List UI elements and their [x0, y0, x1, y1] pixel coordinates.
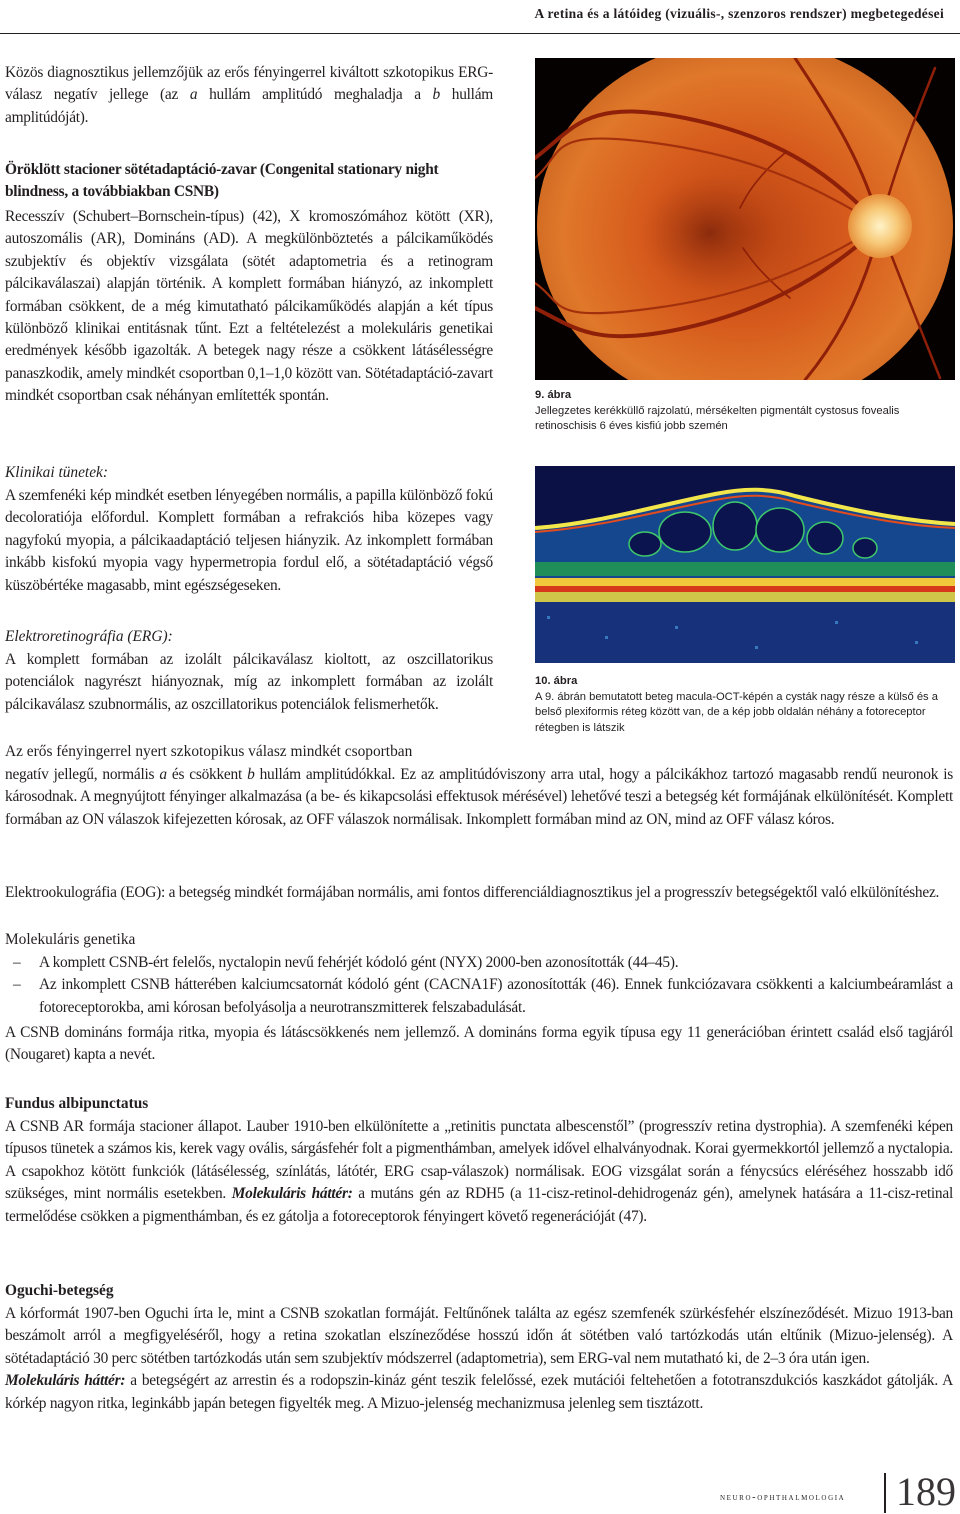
oguchi-paragraph: A kórformát 1907-ben Oguchi írta le, mint a CSNB szokatlan formáját. Feltűnőnek találta az egész szemfenék szürkésfehér elszíneződését. Mizuo 1913-ban beszámolt arról a megfigyeléséről, hogy a retina szokatlan elszíneződése hosszú időn át sötétben való tartózkodás után eltűnik (Mizuo-jelenség). A sötétadaptáció 30 perc sötétben tartózkodás után sem szubjektív módszerrel (adaptometria), sem ERG-val nem mutatható ki, de 2–3 óra után igen. Molekuláris háttér: a betegségért az arrestin és a rodopszin-kináz gént teszik felelőssé, ezek mutációi feltehetően a fototranszdukciós kaszkádot gátolják. A kórkép nagyon ritka, leginkább japán betegen figyelték meg. A Mizuo-jelenség mechanizmusa jelenleg sem tisztázott. — [5, 1305, 953, 1412]
footer-divider — [884, 1473, 886, 1513]
figure-9-caption: 9. ábra Jellegzetes kerékküllő rajzolatú, mérsékelten pigmentált cystosus fovealis retinoschisis 6 éves kisfiú jobb szemén — [535, 389, 900, 433]
list-item: – A komplett CSNB-ért felelős, nyctalopin nevű fehérjét kódoló gént (NYX) 2000-ben azonosították (44–45). — [13, 954, 679, 971]
csnb-heading: Öröklött stacioner sötétadaptáció-zavar (Congenital stationary night blindness, a továbbiakban CSNB) — [5, 161, 439, 201]
erg-continuation-line: Az erős fényingerrel nyert szkotopikus válasz mindkét csoportban — [5, 743, 413, 760]
clinical-heading: Klinikai tünetek: — [5, 464, 109, 481]
erg-paragraph: A komplett formában az izolált pálcikaválasz kioltott, az oszcillatorikus potenciálok nagyrészt hiányoznak, míg az inkomplett formában az izolált pálcikaválasz szubnormális, az oszcillatorikus potenciálok felismerhetők. — [5, 651, 493, 713]
molecular-genetics-heading: Molekuláris genetika — [5, 931, 136, 948]
eog-paragraph: Elektrookulográfia (EOG): a betegség mindkét formájában normális, ami fontos differenciáldiagnosztikus jel a progresszív betegségektől való elkülönítéshez. — [5, 884, 940, 901]
erg-full-width-paragraph: negatív jellegű, normális a és csökkent b hullám amplitúdókkal. Ez az amplitúdóviszony arra utal, hogy a pálcikákhoz tartozó magasabb rendű neuronok is károsodnak. A megnyújtott fényinger alkalmazása (a be- és kikapcsolási effektusok mérésével) lehetővé teszi a betegség két formájának elkülönítését. Komplett formában az ON válaszok kifejezetten kórosak, az OFF válaszok normálisak. Inkomplett formában mind az ON, mind az OFF válasz kóros. — [5, 766, 954, 828]
fundus-paragraph: A CSNB AR formája stacioner állapot. Lauber 1910-ben elkülönítette a „retinitis punctata albescenstől” (progresszív retina dystrophia). A szemfenéki képen típusos tünetek a számos kis, kerek vagy ovális, sárgásfehér folt a pigmenthámban, amelyek idővel elhalványodnak. Korai gyermekkortól jellemző a nyctalopia. A csapokhoz kötött funkciók (látásélesség, színlátás, látótér, ERG csap-válaszok) normálisak. EOG vizsgálat során a fénycsúcs eléréséhez hosszabb idő szükséges, mint normális esetekben. Molekuláris háttér: a mutáns gén az RDH5 (a 11-cisz-retinol-dehidrogenáz gén), amelynek hatására a 11-cisz-retinal termelődése csökken a pigmenthámban, és ez gátolja a fotoreceptorok fényingert követő regenerációját (47). — [5, 1118, 953, 1225]
figure-10-caption: 10. ábra A 9. ábrán bemutatott beteg macula-OCT-képén a cysták nagy része a külső és a belső plexiformis réteg között van, de a kép jobb oldalán néhány a fotoreceptor rétegben is látszik — [535, 675, 938, 734]
page-number: 189 — [896, 1469, 956, 1514]
intro-paragraph: Közös diagnosztikus jellemzőjük az erős fényingerrel kiváltott szkotopikus ERG-válasz negatív jellege (az a hullám amplitúdó meghaladja a b hullám amplitúdóját). — [5, 64, 494, 126]
figure-10-oct-scan — [535, 466, 955, 663]
journal-name: neuro-ophthalmologia — [720, 1492, 846, 1503]
dominant-form-paragraph: A CSNB domináns formája ritka, myopia és látáscsökkenés nem jellemző. A domináns forma egyik típusa egy 11 generációban érintett család első tagjáról (Nougaret) kapta a nevét. — [5, 1024, 953, 1064]
oguchi-heading: Oguchi-betegség — [5, 1282, 114, 1299]
fundus-photo-image — [535, 58, 955, 380]
figure-9-fundus-photo — [535, 58, 955, 380]
molecular-genetics-list — [5, 952, 953, 1019]
oct-scan-image — [535, 466, 955, 663]
erg-heading: Elektroretinográfia (ERG): — [5, 628, 173, 645]
clinical-paragraph: A szemfenéki kép mindkét esetben lényegében normális, a papilla különböző fokú decoloratiója előfordul. Komplett formában a refrakciós hiba közepes vagy nagyfokú myopia, a pálcikaadaptáció teljesen hiányzik. Az inkomplett formában inkább kisfokú myopia vagy hypermetropia fordul elő, a sötétadaptáció végső küszöbértéke magasabb, mint egészségeseken. — [5, 487, 493, 594]
header-divider — [0, 33, 960, 34]
fundus-heading: Fundus albipunctatus — [5, 1095, 149, 1112]
list-item: – Az inkomplett CSNB hátterében kalciumcsatornát kódoló gént (CACNA1F) azonosították (46). Ennek funkciózavara csökkenti a kalciumbeáramlást a fotoreceptorokba, ami kórosan befolyásolja a neurotranszmitterek felszabadulását. — [13, 976, 953, 1016]
csnb-paragraph: Recesszív (Schubert–Bornschein-típus) (42), X kromoszómához kötött (XR), autoszomális (AR), Domináns (AD). A megkülönböztetés a pálcikaműködés szubjektív és objektív vizsgálata (sötét adaptometria és a retinogram pálcikaválaszai) alapján történik. A komplett formában hiányzó, az inkomplett formában csökkent, de a még kimutatható pálcikaműködés alapján a két típus különböző klinikai entitásnak tűnt. Ezt a feltételezést a molekuláris genetikai eredmények később igazolták. A betegek nagy része a csökkent látásélességre panaszkodik, amely mindkét csoportban 0,1–1,0 között van. Sötétadaptáció-zavart mindkét csoportban csak néhányan említették spontán. — [5, 208, 493, 405]
running-header: A retina és a látóideg (vizuális-, szenzoros rendszer) megbetegedései — [534, 6, 944, 21]
